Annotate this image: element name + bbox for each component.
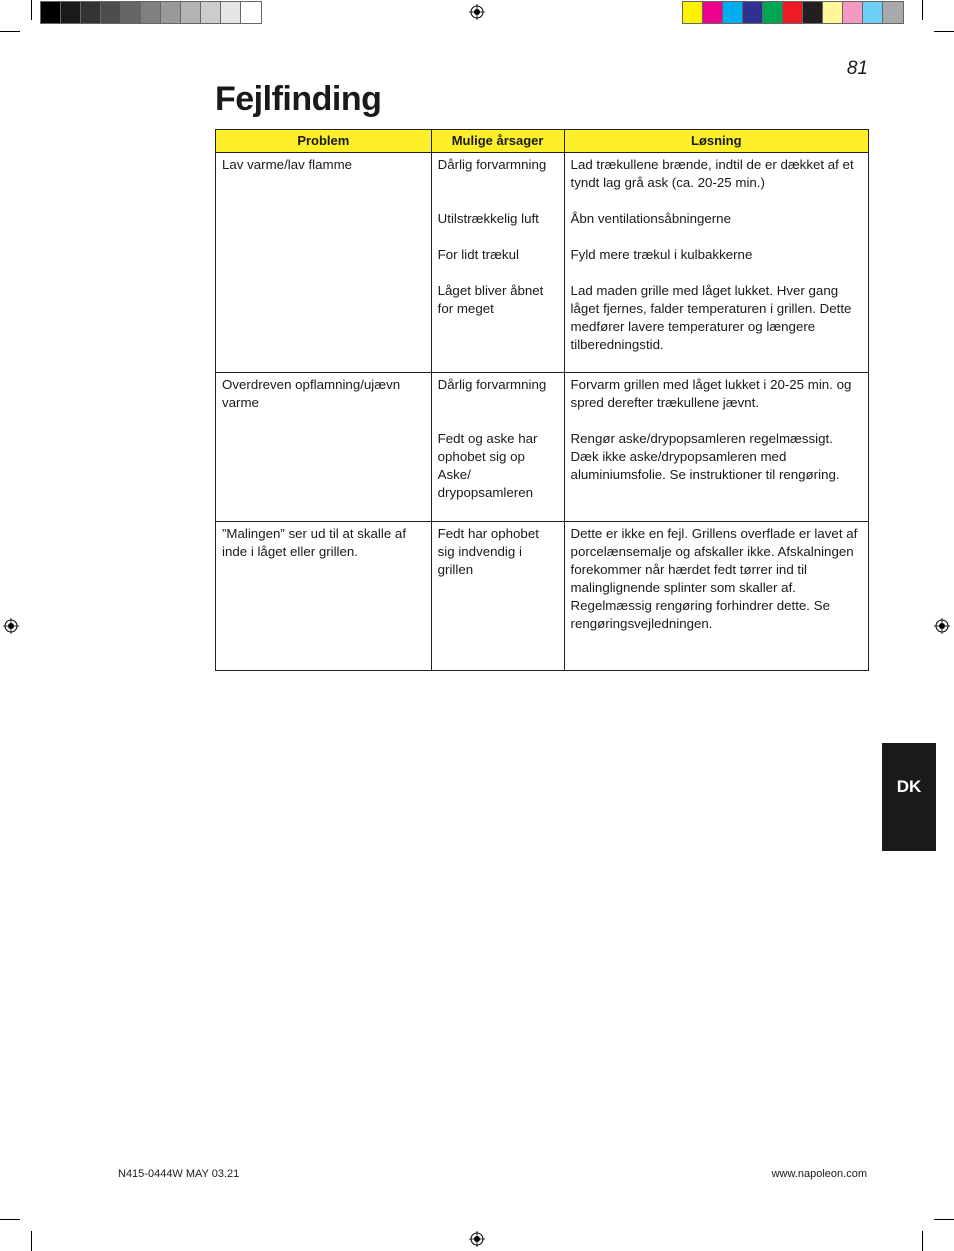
cause-text: Dårlig forvarmning — [437, 377, 547, 392]
color-swatch — [161, 2, 181, 23]
process-color-bar — [682, 1, 904, 24]
cause-text: Utilstrækkelig luft — [437, 211, 539, 226]
page-number: 81 — [846, 58, 868, 79]
table-row — [216, 153, 869, 373]
color-swatch — [743, 2, 763, 23]
registration-mark-icon — [3, 618, 19, 634]
table-header-row — [216, 130, 869, 153]
problem-text: Overdreven opflamning/ujævn varme — [222, 377, 401, 410]
color-swatch — [121, 2, 141, 23]
color-swatch — [763, 2, 783, 23]
website-url: www.napoleon.com — [771, 1168, 867, 1180]
color-swatch — [181, 2, 201, 23]
color-swatch — [723, 2, 743, 23]
solution-text: Rengør aske/drypopsamleren regelmæssigt. Dæk ikke aske/drypopsamleren med aluminiumsfolie. Se instruktioner til rengøring. — [570, 431, 840, 482]
crop-mark — [31, 1231, 32, 1251]
color-swatch — [803, 2, 823, 23]
color-swatch — [703, 2, 723, 23]
color-swatch — [221, 2, 241, 23]
solution-text: Åbn ventilationsåbningerne — [570, 211, 731, 226]
crop-mark — [0, 31, 20, 32]
registration-mark-icon — [934, 618, 950, 634]
solution-cell — [564, 522, 868, 671]
column-header-causes: Mulige årsager — [431, 130, 564, 153]
color-swatch — [683, 2, 703, 23]
cause-text: Fedt og aske har ophobet sig op Aske/ drypopsamleren — [437, 431, 538, 500]
table-row — [216, 373, 869, 522]
solution-text: Dette er ikke en fejl. Grillens overflade er lavet af porcelænsemalje og afskaller ikke. Afskalningen forekommer når hærdet fedt tørrer ind til malinglignende splinter som skaller af. Regelmæssig rengøring forhindrer dette. Se rengøringsvejledningen. — [570, 526, 858, 631]
document-code: N415-0444W MAY 03.21 — [118, 1168, 240, 1180]
cause-text: Dårlig forvarmning — [437, 157, 547, 172]
solution-text: Lad trækullene brænde, indtil de er dækket af et tyndt lag grå ask (ca. 20-25 min.) — [570, 157, 854, 190]
solution-cell — [564, 373, 868, 522]
registration-mark-icon — [469, 1231, 485, 1247]
crop-mark — [31, 0, 32, 20]
problem-cell — [216, 522, 432, 671]
problem-text: ”Malingen” ser ud til at skalle af inde i låget eller grillen. — [222, 526, 407, 559]
solution-text: Fyld mere trækul i kulbakkerne — [570, 247, 753, 262]
table-row — [216, 522, 869, 671]
color-swatch — [81, 2, 101, 23]
causes-cell — [431, 373, 564, 522]
troubleshooting-table — [215, 129, 869, 671]
crop-mark — [0, 1219, 20, 1220]
color-swatch — [843, 2, 863, 23]
cause-text: Fedt har ophobet sig indvendig i grillen — [437, 526, 539, 577]
solution-cell — [564, 153, 868, 373]
crop-mark — [922, 1231, 923, 1251]
color-swatch — [241, 2, 261, 23]
page-title: Fejlfinding — [215, 80, 382, 118]
problem-cell — [216, 373, 432, 522]
color-swatch — [201, 2, 221, 23]
crop-mark — [922, 0, 923, 20]
cause-text: For lidt trækul — [437, 247, 519, 262]
column-header-problem: Problem — [216, 130, 432, 153]
color-swatch — [61, 2, 81, 23]
gray-scale-color-bar — [40, 1, 262, 24]
registration-mark-icon — [469, 4, 485, 20]
language-tab: DK — [882, 743, 936, 851]
problem-cell — [216, 153, 432, 373]
color-swatch — [783, 2, 803, 23]
causes-cell — [431, 153, 564, 373]
color-swatch — [141, 2, 161, 23]
solution-text: Lad maden grille med låget lukket. Hver gang låget fjernes, falder temperaturen i grillen. Dette medfører lavere temperaturer og længere tilberedningstid. — [570, 283, 852, 352]
color-swatch — [41, 2, 61, 23]
color-swatch — [883, 2, 903, 23]
crop-mark — [934, 31, 954, 32]
solution-text: Forvarm grillen med låget lukket i 20-25 min. og spred derefter trækullene jævnt. — [570, 377, 852, 410]
color-swatch — [101, 2, 121, 23]
problem-text: Lav varme/lav flamme — [222, 157, 353, 172]
color-swatch — [863, 2, 883, 23]
cause-text: Låget bliver åbnet for meget — [437, 283, 544, 316]
causes-cell — [431, 522, 564, 671]
column-header-solution: Løsning — [564, 130, 868, 153]
crop-mark — [934, 1219, 954, 1220]
color-swatch — [823, 2, 843, 23]
